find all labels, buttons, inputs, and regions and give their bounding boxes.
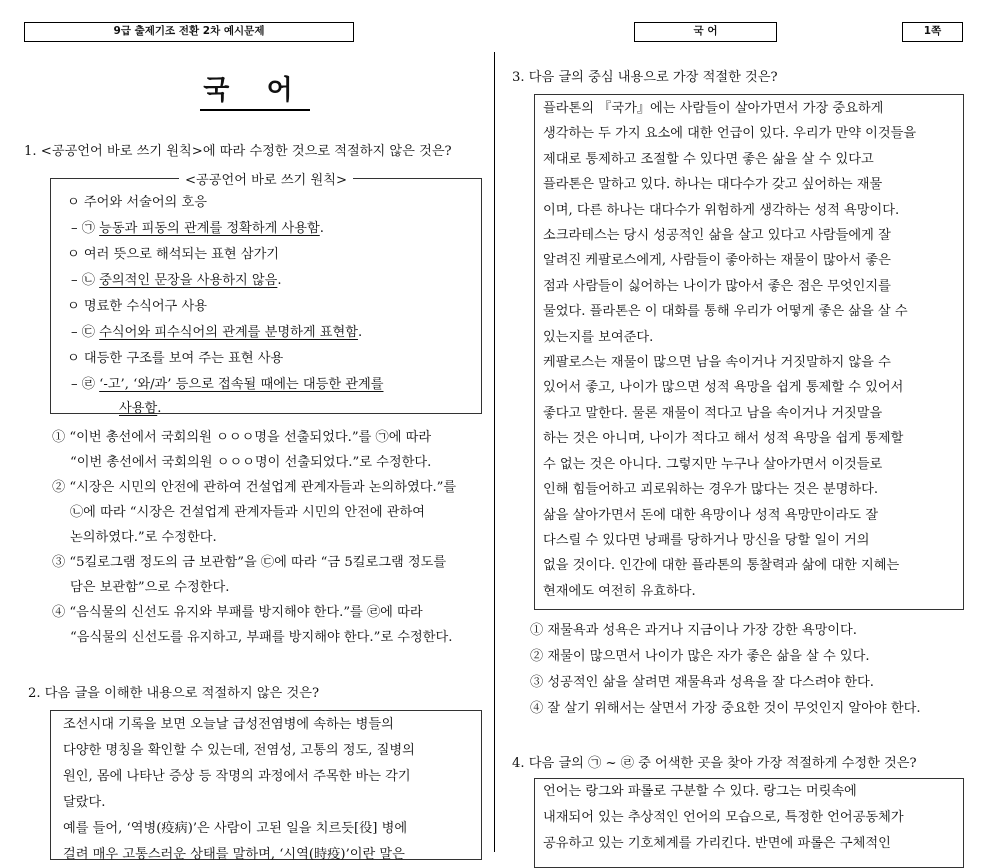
passage-line: 인해 힘들어하고 괴로워하는 경우가 많다는 것은 분명하다. <box>543 482 879 498</box>
rule-4-detail-cont <box>119 397 161 416</box>
passage-line: 다스릴 수 있다면 낭패를 당하거나 망신을 당할 일이 거의 <box>543 532 870 548</box>
q3-option-2[interactable]: ② 재물이 많으면서 나이가 많은 자가 좋은 삶을 살 수 있다. <box>530 649 870 664</box>
rule-3-head: ㅇ 명료한 수식어구 사용 <box>67 299 207 314</box>
passage-line: 걸려 매우 고통스러운 상태를 말하며, ‘시역(時疫)’이란 말은 <box>63 847 405 862</box>
passage-line: 물었다. 플라톤은 이 대화를 통해 우리가 어떻게 좋은 삶을 살 수 <box>543 304 908 320</box>
rule-4-text-2: 사용함 <box>119 401 158 416</box>
rule-2-head: ㅇ 여러 뜻으로 해석되는 표현 삼가기 <box>67 247 280 262</box>
rules-box-title: <공공언어 바로 쓰기 원칙> <box>179 173 353 188</box>
passage-line: 수 없는 것은 아니다. 그렇지만 누구나 살아가면서 이것들로 <box>543 456 883 472</box>
rule-2-text: 중의적인 문장을 사용하지 않음 <box>99 273 278 288</box>
question-3-passage-box <box>534 94 964 610</box>
passage-line: 원인, 몸에 나타난 증상 등 작명의 과정에서 주목한 바는 각기 <box>63 769 411 784</box>
rules-box <box>50 173 482 416</box>
rule-4-mark: – ㉣ <box>71 377 100 392</box>
exam-series-label: 9급 출제기조 전환 2차 예시문제 <box>24 22 354 42</box>
rule-3-mark: – ㉢ <box>71 325 100 340</box>
rule-4-text: ‘-고’, ‘와/과’ 등으로 접속될 때에는 대등한 관계를 <box>99 377 384 392</box>
passage-line: 알려진 케팔로스에게, 사람들이 좋아하는 재물이 많아서 좋은 <box>543 253 891 269</box>
q1-option-2-cont2: 논의하였다.”로 수정한다. <box>70 530 217 545</box>
rule-1-tail: . <box>319 221 324 236</box>
passage-line: 제대로 통제하고 조절할 수 있다면 좋은 삶을 살 수 있다고 <box>543 151 874 167</box>
rule-1-head: ㅇ 주어와 서술어의 호응 <box>67 195 207 210</box>
q1-option-2[interactable]: ② “시장은 시민의 안전에 관하여 건설업계 관계자들과 논의하였다.”를 <box>52 480 457 495</box>
passage-line: 없을 것이다. 인간에 대한 플라톤의 통찰력과 삶에 대한 지혜는 <box>543 558 900 574</box>
passage-line: 조선시대 기록을 보면 오늘날 급성전염병에 속하는 병들의 <box>63 717 394 732</box>
page-number: 1쪽 <box>902 22 963 42</box>
passage-line: 언어는 랑그와 파롤로 구분할 수 있다. 랑그는 머릿속에 <box>543 784 857 799</box>
rule-4-head: ㅇ 대등한 구조를 보여 주는 표현 사용 <box>67 351 284 366</box>
question-3-stem: 3. 다음 글의 중심 내용으로 가장 적절한 것은? <box>512 70 778 85</box>
subject-label: 국 어 <box>634 22 777 42</box>
q3-option-1[interactable]: ① 재물욕과 성욕은 과거나 지금이나 가장 강한 욕망이다. <box>530 623 857 638</box>
passage-line: 예를 들어, ‘역병(疫病)’은 사람이 고된 일을 치르듯[役] 병에 <box>63 821 408 836</box>
passage-line: 이며, 다른 하나는 대다수가 위험하게 생각하는 성적 욕망이다. <box>543 202 900 218</box>
passage-line: 하는 것은 아니며, 나이가 적다고 해서 성적 욕망을 쉽게 통제할 <box>543 431 904 447</box>
q1-option-1-cont: “이번 총선에서 국회의원 ㅇㅇㅇ명이 선출되었다.”로 수정한다. <box>70 455 432 470</box>
passage-line: 플라톤은 말하고 있다. 하나는 대다수가 갖고 싶어하는 재물 <box>543 177 883 193</box>
question-1-stem: 1. <공공언어 바로 쓰기 원칙>에 따라 수정한 것으로 적절하지 않은 것은? <box>24 144 452 159</box>
q1-option-2-cont: ㉡에 따라 “시장은 건설업계 관계자들과 시민의 안전에 관하여 <box>70 505 426 520</box>
question-4-passage <box>543 779 904 857</box>
passage-line: 내재되어 있는 추상적인 언어의 모습으로, 특정한 언어공동체가 <box>543 810 904 825</box>
passage-line: 다양한 명칭을 확인할 수 있는데, 전염성, 고통의 정도, 질병의 <box>63 743 415 758</box>
q1-option-3[interactable]: ③ “5킬로그램 정도의 금 보관함”을 ㉢에 따라 “금 5킬로그램 정도를 <box>52 555 447 570</box>
passage-line: 점과 사람들이 싫어하는 나이가 많아서 좋은 점은 무엇인지를 <box>543 278 891 294</box>
passage-line: 좋다고 말한다. 물론 재물이 적다고 남을 속이거나 거짓말을 <box>543 405 883 421</box>
passage-line: 있어서 좋고, 나이가 많으면 성적 욕망을 쉽게 통제할 수 있어서 <box>543 380 904 396</box>
rule-4-tail: . <box>157 401 162 416</box>
passage-line: 공유하고 있는 기호체계를 가리킨다. 반면에 파롤은 구체적인 <box>543 836 891 851</box>
question-2-passage-box <box>50 710 482 860</box>
question-4-stem: 4. 다음 글의 ㉠ ~ ㉣ 중 어색한 곳을 찾아 가장 적절하게 수정한 것은? <box>512 756 917 771</box>
rule-2-tail: . <box>277 273 282 288</box>
question-2-passage <box>63 712 415 868</box>
passage-line: 소크라테스는 당시 성공적인 삶을 살고 있다고 사람들에게 잘 <box>543 228 891 244</box>
passage-line: 생각하는 두 가지 요소에 대한 언급이 있다. 우리가 만약 이것들을 <box>543 126 917 142</box>
passage-line: 삶을 살아가면서 돈에 대한 욕망이나 성적 욕망만이라도 잘 <box>543 507 879 523</box>
page-title: 국 어 <box>200 68 310 111</box>
question-4-passage-box <box>534 778 964 868</box>
rule-2-detail <box>71 269 282 288</box>
passage-line: 현재에도 여전히 유효하다. <box>543 583 696 599</box>
column-divider <box>494 52 495 852</box>
q3-option-3[interactable]: ③ 성공적인 삶을 살려면 재물욕과 성욕을 잘 다스려야 한다. <box>530 675 874 690</box>
rule-3-text: 수식어와 피수식어의 관계를 분명하게 표현함 <box>99 325 358 340</box>
rule-1-mark: – ㉠ <box>71 221 100 236</box>
rule-2-mark: – ㉡ <box>71 273 100 288</box>
rule-3-detail <box>71 321 362 340</box>
q3-option-4[interactable]: ④ 잘 살기 위해서는 살면서 가장 중요한 것이 무엇인지 알아야 한다. <box>530 701 921 716</box>
rule-1-text: 능동과 피동의 관계를 정확하게 사용함 <box>99 221 320 236</box>
q1-option-1[interactable]: ① “이번 총선에서 국회의원 ㅇㅇㅇ명을 선출되었다.”를 ㉠에 따라 <box>52 430 432 445</box>
question-2-stem: 2. 다음 글을 이해한 내용으로 적절하지 않은 것은? <box>28 686 320 701</box>
passage-line: 달랐다. <box>63 795 106 810</box>
q1-option-3-cont: 담은 보관함”으로 수정한다. <box>70 580 230 595</box>
rule-1-detail <box>71 217 324 236</box>
rule-3-tail: . <box>357 325 363 340</box>
q1-option-4[interactable]: ④ “음식물의 신선도 유지와 부패를 방지해야 한다.”를 ㉣에 따라 <box>52 605 423 620</box>
passage-line: 플라톤의 『국가』에는 사람들이 살아가면서 가장 중요하게 <box>543 101 884 116</box>
passage-line: 케팔로스는 재물이 많으면 남을 속이거나 거짓말하지 않을 수 <box>543 355 891 371</box>
q1-option-4-cont: “음식물의 신선도를 유지하고, 부패를 방지해야 한다.”로 수정한다. <box>70 630 453 645</box>
rule-4-detail <box>71 373 384 392</box>
passage-line: 있는지를 보여준다. <box>543 329 654 345</box>
question-3-passage <box>543 96 916 604</box>
